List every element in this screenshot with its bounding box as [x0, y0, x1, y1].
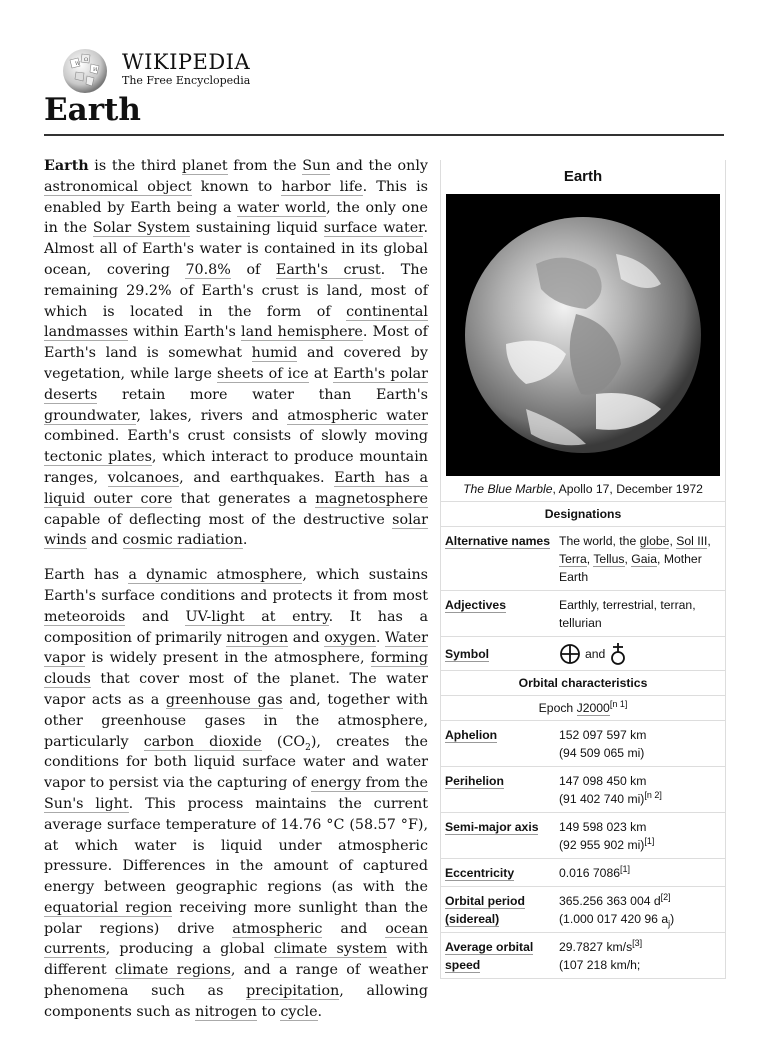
text-run: and, together with other greenhouse gases in the atmosphere, particularly [44, 691, 429, 750]
reference-note[interactable]: [3] [632, 937, 643, 948]
infobox-row-alt-names [441, 527, 725, 591]
inline-link[interactable]: humid [251, 345, 298, 362]
inline-link[interactable]: Tellus [593, 552, 625, 566]
inline-link[interactable]: nitrogen [226, 629, 289, 646]
inline-link[interactable]: UV-light at entry [185, 608, 329, 625]
inline-link[interactable]: ocean currents [44, 920, 428, 958]
text-run: , lakes, rivers and [136, 407, 288, 424]
epoch-text: Epoch [538, 701, 577, 715]
inline-link[interactable]: solar winds [44, 511, 428, 549]
inline-link[interactable]: volcanoes [107, 469, 180, 486]
text-run: that cover most of the planet. The water vapor acts as a [44, 671, 428, 708]
caption-title: The Blue Marble [463, 482, 553, 496]
inline-link[interactable]: nitrogen [195, 1003, 257, 1020]
text-run: . Almost all of Earth's water is contained in its global ocean, covering [44, 220, 428, 278]
orbital-value: 152 097 597 km [559, 728, 647, 742]
site-header[interactable] [60, 46, 320, 94]
inline-link[interactable]: tectonic plates [44, 449, 152, 466]
text-run: and [125, 608, 186, 625]
wikipedia-globe-logo[interactable] [60, 46, 110, 96]
orbital-value: 149 598 023 km [559, 820, 647, 834]
inline-link[interactable]: 70.8% [185, 261, 231, 278]
inline-link[interactable]: oxygen [324, 629, 376, 646]
text-run: from the [227, 158, 303, 174]
inline-link[interactable]: Sun [302, 158, 331, 174]
infobox-row-orbital [441, 887, 725, 933]
reference-note[interactable]: [n 2] [644, 789, 662, 800]
infobox-row-orbital [441, 721, 725, 767]
text-run: . [317, 1003, 323, 1020]
inline-link[interactable]: surface water [323, 220, 424, 237]
caption-detail: , Apollo 17, December 1972 [552, 482, 703, 496]
orbital-value: 0.016 7086 [559, 866, 620, 880]
text-run: , [624, 552, 632, 566]
inline-link[interactable]: Gaia [631, 552, 658, 566]
article-paragraph-1 [44, 156, 428, 551]
text-run: combined. Earth's crust consists of slowly moving [44, 428, 428, 445]
inline-link[interactable]: energy from the Sun's light [44, 775, 428, 812]
text-run: ) [670, 912, 675, 926]
inline-link[interactable]: Earth's crust [275, 261, 381, 278]
adjectives-value: Earthly, terrestrial, terran, tellurian [559, 598, 696, 630]
svg-text:И: И [93, 67, 98, 73]
text-run: to [256, 1003, 281, 1020]
text-run: , producing a global [105, 941, 274, 958]
inline-link[interactable]: precipitation [246, 983, 340, 1000]
inline-link[interactable]: harbor life [281, 178, 363, 195]
inline-link[interactable]: planet [181, 158, 228, 174]
orbital-label[interactable]: Semi-major axis [445, 820, 539, 834]
earth-symbol-icon[interactable] [559, 643, 581, 665]
orbital-label[interactable]: Eccentricity [445, 866, 515, 880]
orbital-value: 147 098 450 km [559, 774, 647, 788]
text-run: . The remaining 29.2% of Earth's crust is land, most of which is located in the form of [44, 261, 428, 320]
text-run: . [242, 532, 248, 549]
infobox-title: Earth [563, 168, 603, 185]
text-run: receiving more sunlight than the polar regions) drive [44, 899, 428, 937]
globus-cruciger-icon[interactable] [609, 642, 627, 666]
wikipedia-wordmark: WIKIPEDIA [122, 50, 251, 74]
text-run: retain more water than Earth's [97, 386, 428, 403]
reference-note[interactable]: [1] [644, 835, 655, 846]
text-run: with different [44, 941, 428, 979]
text-run: and covered by vegetation, while large [44, 345, 428, 382]
infobox-row-orbital [441, 813, 725, 859]
inline-link[interactable]: climate system [273, 941, 388, 958]
inline-link[interactable]: cycle [280, 1003, 318, 1020]
text-run: capable of deflecting most of the destructive [44, 511, 393, 528]
text-run: , allowing components such as [44, 983, 428, 1020]
text-run: , which sustains Earth's surface conditions and protects it from most [44, 567, 428, 604]
inline-link[interactable]: atmospheric water [287, 407, 428, 424]
epoch-note[interactable]: [n 1] [609, 698, 628, 709]
text-run: Earth has [44, 567, 129, 584]
title-divider [44, 134, 724, 136]
infobox-row-orbital [441, 859, 725, 887]
adjectives-label[interactable]: Adjectives [445, 598, 506, 612]
inline-link[interactable]: Sol III [676, 534, 708, 548]
designations-header: Designations [441, 502, 725, 527]
orbital-value: 365.256 363 004 d [559, 894, 661, 908]
epoch-row [441, 696, 725, 721]
infobox [440, 160, 726, 979]
text-run: . [375, 629, 385, 646]
orbital-label[interactable]: Aphelion [445, 728, 498, 742]
inline-link[interactable]: Earth has a liquid outer core [44, 469, 428, 507]
svg-text:Ω: Ω [84, 57, 89, 63]
orbital-value: 29.7827 km/s [559, 940, 633, 954]
text-run: , the only one in the [44, 199, 428, 237]
orbital-label[interactable]: Perihelion [445, 774, 504, 788]
infobox-row-symbol [441, 637, 725, 671]
orbital-value-alt: (91 402 740 mi) [559, 792, 645, 806]
page-title: Earth [44, 92, 141, 128]
inline-link[interactable]: water world [237, 199, 327, 216]
article-paragraph-2 [44, 565, 428, 1023]
orbital-label[interactable]: Average orbital speed [445, 940, 534, 972]
inline-link[interactable]: sheets of ice [217, 365, 309, 382]
infobox-row-orbital [441, 767, 725, 813]
text-run: ), creates the conditions for both liquid surface water and water vapor to persist via the capturing of [44, 733, 428, 792]
bold-term: Earth [44, 158, 89, 174]
symbol-and: and [585, 647, 606, 661]
subscript: 2 [305, 742, 311, 753]
text-run: , [707, 534, 711, 548]
article-body [44, 156, 428, 1037]
text-run: and the only [330, 158, 428, 174]
text-run: (CO [261, 733, 306, 750]
inline-link[interactable]: a dynamic atmosphere [128, 567, 303, 584]
svg-text:W: W [75, 61, 81, 67]
inline-link[interactable]: Terra [559, 552, 587, 566]
text-run: . It has a composition of primarily [44, 608, 428, 646]
epoch-link[interactable]: J2000 [576, 701, 610, 715]
inline-link[interactable]: greenhouse gas [165, 691, 283, 708]
orbital-value-alt: (94 509 065 mi) [559, 746, 645, 760]
subscript: j [668, 918, 671, 929]
alt-names-value [557, 532, 721, 586]
earth-image[interactable] [446, 194, 720, 476]
orbital-rows [441, 721, 725, 979]
text-run: known to [191, 178, 282, 195]
orbital-value-alt: (107 218 km/h; [559, 958, 641, 972]
alt-names-label[interactable]: Alternative names [445, 534, 550, 548]
text-run: , which interact to produce mountain ranges, [44, 449, 428, 486]
text-run: and [86, 532, 123, 549]
text-run: of [230, 261, 276, 278]
infobox-caption [441, 476, 725, 502]
infobox-row-adjectives [441, 591, 725, 637]
text-run: that generates a [172, 490, 316, 507]
text-run: and [322, 920, 386, 937]
text-run: . This process maintains the current average surface temperature of 14.76 °C (58.57 °F), at which water is liquid under atmospheric pressure. Differences in the amount of captured energy between geographic regions (as with the [44, 795, 428, 896]
infobox-row-orbital [441, 933, 725, 979]
text-run: , and earthquakes. [179, 469, 335, 486]
text-run: . Most of Earth's land is somewhat [44, 324, 428, 362]
orbital-value-alt: (92 955 902 mi) [559, 838, 645, 852]
inline-link[interactable]: atmospheric [232, 920, 323, 937]
text-run: sustaining liquid [190, 220, 324, 237]
text-run: within Earth's [128, 324, 242, 341]
inline-link[interactable]: land hemisphere [241, 324, 363, 341]
orbital-label[interactable]: Orbital period (sidereal) [445, 894, 525, 926]
text-run: , [586, 552, 594, 566]
inline-link[interactable]: astronomical object [44, 178, 192, 195]
inline-link[interactable]: Water vapor [44, 629, 428, 667]
text-run: . This is enabled by Earth being a [44, 178, 428, 216]
inline-link[interactable]: equatorial region [44, 899, 173, 916]
text-run: , [669, 534, 677, 548]
text-run: is the third [88, 158, 182, 174]
inline-link[interactable]: climate regions [114, 962, 231, 979]
inline-link[interactable]: Solar System [92, 220, 191, 237]
orbital-value-alt: (1.000 017 420 96 a [559, 912, 669, 926]
inline-link[interactable]: meteoroids [44, 608, 126, 625]
inline-link[interactable]: Earth's polar deserts [44, 365, 429, 403]
site-tagline: The Free Encyclopedia [122, 74, 251, 87]
text-run: is widely present in the atmosphere, [85, 650, 371, 667]
text-run: , Mother Earth [559, 552, 702, 584]
inline-link[interactable]: continental landmasses [44, 303, 428, 341]
inline-link[interactable]: forming clouds [44, 650, 428, 688]
text-run: at [308, 365, 334, 382]
inline-link[interactable]: groundwater [44, 407, 137, 424]
inline-link[interactable]: cosmic radiation [122, 532, 243, 549]
inline-link[interactable]: magnetosphere [315, 490, 428, 507]
orbital-header: Orbital characteristics [441, 671, 725, 696]
inline-link[interactable]: globe [639, 534, 670, 548]
reference-note[interactable]: [1] [620, 863, 631, 874]
text-run: The world, the [559, 534, 640, 548]
symbol-label[interactable]: Symbol [445, 647, 490, 661]
inline-link[interactable]: carbon dioxide [143, 733, 262, 750]
text-run: , and a range of weather phenomena such as [44, 962, 428, 1000]
text-run: and [288, 629, 325, 646]
reference-note[interactable]: [2] [660, 891, 671, 902]
